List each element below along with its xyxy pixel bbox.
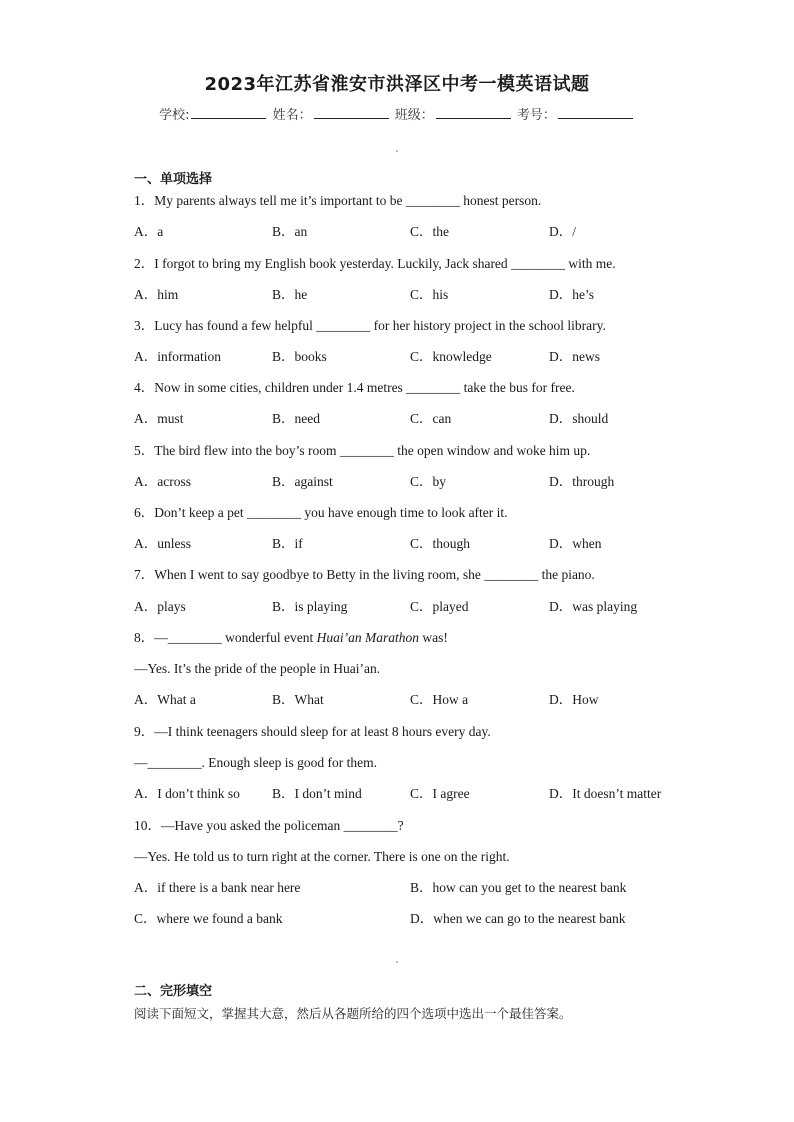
option-d: D．How (549, 692, 599, 707)
question-stem-8 (134, 630, 448, 646)
option-b: B．if (272, 536, 303, 551)
option-c: C．his (410, 287, 449, 302)
option-d: D．when (549, 536, 602, 551)
q8-event-name: Huai’an Marathon (316, 630, 419, 645)
question-stem: 6．Don’t keep a pet ________ you have enough time to look after it. (134, 505, 508, 520)
option-c: C．the (410, 224, 449, 239)
option-a: A．What a (134, 692, 196, 707)
class-label: 班级： (394, 108, 434, 123)
option-a: A．unless (134, 536, 191, 551)
question-stem-9: 9．—I think teenagers should sleep for at least 8 hours every day. (134, 724, 491, 739)
page-title: 2023年江苏省淮安市洪泽区中考一模英语试题 (204, 74, 590, 95)
option-c: C．where we found a bank (134, 911, 283, 926)
section-heading-1: 一、单项选择 (134, 172, 213, 187)
option-b: B．an (272, 224, 308, 239)
option-d: D．when we can go to the nearest bank (410, 911, 626, 926)
option-b: B．is playing (272, 599, 348, 614)
option-b: B．need (272, 411, 320, 426)
option-b: B．how can you get to the nearest bank (410, 880, 627, 895)
name-label: 姓名： (272, 108, 312, 123)
option-a: A．information (134, 349, 221, 364)
section-2-instructions: 阅读下面短文，掌握其大意，然后从各题所给的四个选项中选出一个最佳答案。 (134, 1006, 572, 1021)
question-stem-10: 10．—Have you asked the policeman ________? (134, 818, 404, 833)
option-d: D．/ (549, 224, 576, 239)
option-b: B．I don’t mind (272, 786, 362, 801)
question-stem: 7．When I went to say goodbye to Betty in the living room, she ________ the piano. (134, 567, 595, 582)
option-d: D．It doesn’t matter (549, 786, 662, 801)
center-dot (396, 961, 398, 963)
q8-stem-start: 8．—________ wonderful event (134, 630, 317, 645)
option-c: C．played (410, 599, 469, 614)
option-d: D．was playing (549, 599, 638, 614)
option-a: A．him (134, 287, 179, 302)
option-b: B．he (272, 287, 308, 302)
section-heading-2: 二、完形填空 (134, 984, 213, 999)
center-dot (396, 150, 398, 152)
student-info-line (0, 104, 794, 123)
option-b: B．against (272, 474, 333, 489)
option-a: A．plays (134, 599, 186, 614)
option-a: A．if there is a bank near here (134, 880, 301, 895)
exam-no-label: 考号： (516, 108, 556, 123)
option-c: C．though (410, 536, 471, 551)
option-a: A．I don’t think so (134, 786, 240, 801)
question-stem: 5．The bird flew into the boy’s room ________ the open window and woke him up. (134, 443, 591, 458)
option-c: C．knowledge (410, 349, 492, 364)
question-stem: 1．My parents always tell me it’s important to be ________ honest person. (134, 193, 542, 208)
class-blank (436, 106, 511, 119)
option-a: A．across (134, 474, 191, 489)
option-d: D．should (549, 411, 609, 426)
q8-stem-end: was! (418, 630, 448, 645)
q9-reply: —________. Enough sleep is good for them. (134, 755, 377, 770)
option-d: D．he’s (549, 287, 594, 302)
question-stem: 4．Now in some cities, children under 1.4 metres ________ take the bus for free. (134, 380, 575, 395)
option-b: B．books (272, 349, 327, 364)
option-a: A．a (134, 224, 164, 239)
q8-reply: —Yes. It’s the pride of the people in Huai’an. (134, 661, 381, 676)
q10-reply: —Yes. He told us to turn right at the corner. There is one on the right. (134, 849, 510, 864)
option-c: C．I agree (410, 786, 470, 801)
exam-no-blank (558, 106, 633, 119)
question-stem: 2．I forgot to bring my English book yesterday. Luckily, Jack shared ________ with me. (134, 256, 616, 271)
school-blank (191, 106, 266, 119)
option-c: C．can (410, 411, 452, 426)
option-d: D．through (549, 474, 615, 489)
option-b: B．What (272, 692, 324, 707)
option-c: C．How a (410, 692, 469, 707)
question-stem: 3．Lucy has found a few helpful ________ for her history project in the school library. (134, 318, 606, 333)
option-c: C．by (410, 474, 447, 489)
option-d: D．news (549, 349, 600, 364)
option-a: A．must (134, 411, 184, 426)
name-blank (314, 106, 389, 119)
school-label: 学校: (159, 108, 190, 123)
